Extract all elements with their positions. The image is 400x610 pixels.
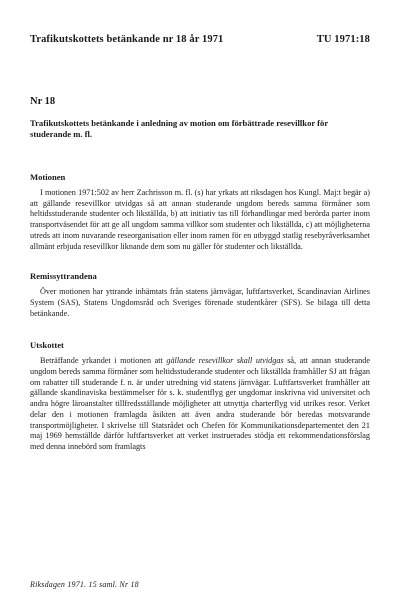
section-heading-remissyttrandena: Remissyttrandena — [30, 271, 97, 282]
section-utskottet — [30, 340, 370, 452]
paragraph-motionen: I motionen 1971:502 av herr Zachrisson m. fl. (s) har yrkats att riksdagen hos Kungl. Maj:t begär a) att gällande resevillkor utvidgas så att annan studerande ungdom bereds samma förmåner som heltidsstuderande studenter och likställda, b) att initiativ tas till förhandlingar med berörda parter inom transportväsendet för att ge all ungdom samma villkor som studenter och likställda, c) att möjligheterna utreds att inom nuvarande reseorganisation eller inom ramen för en utbyggd statlig resebyråverksamhet allmänt erbjuda resevillkor liknande dem som nu gäller för studenter och likställda. — [30, 188, 370, 251]
document-body — [30, 96, 370, 453]
running-header — [30, 34, 370, 45]
utskottet-emphasis: gällande resevillkor skall utvidgas — [166, 356, 284, 366]
section-heading-utskottet: Utskottet — [30, 340, 64, 351]
report-title: Trafikutskottets betänkande i anledning av motion om förbättrade resevillkor för studerande m. fl. — [30, 118, 328, 139]
section-motionen — [30, 172, 370, 252]
header-title: Trafikutskottets betänkande nr 18 år 1971 — [30, 34, 224, 45]
page-footer: Riksdagen 1971. 15 saml. Nr 18 — [30, 580, 139, 589]
utskottet-text-start: Beträffande yrkandet i motionen att — [40, 356, 167, 366]
report-number: Nr 18 — [30, 96, 56, 107]
section-remissyttrandena — [30, 271, 370, 319]
paragraph-utskottet — [30, 356, 370, 452]
section-heading-motionen: Motionen — [30, 172, 66, 182]
paragraph-remissyttrandena: Över motionen har yttrande inhämtats från statens järnvägar, luftfartsverket, Scandinavian Airlines System (SAS), Statens Ungdomsråd och Sveriges förenade studentkårer (SFS). Se bilaga till detta betänkande. — [30, 287, 370, 318]
header-reference: TU 1971:18 — [316, 34, 370, 45]
utskottet-text-rest: så, att annan studerande ungdom bereds samma förmåner som heltidsstuderande studenter och likställda framhåller SJ att frågan om rabatter till studerande f. n. är under utredning vid statens järnvägar. Luftfartsverket framhåller att gällande skandinaviska bestämmelser för s. k. studentflyg ger ungdomar inskrivna vid universitet och andra högre läroanstalter tillfredsställande möjligheter att utnyttja charterflyg vid utrikes resor. Verket delar den i motionen framlagda åsikten att även andra studerande bör beredas motsvarande transportmöjligheter. I skrivelse till Statsrådet och Chefen för Kommunikationsdepartementet den 21 maj 1969 hemställde därför luftfartsverket att verket instruerades stödja ett rekommendationsförslag med denna innebörd som framlagts — [30, 356, 370, 451]
